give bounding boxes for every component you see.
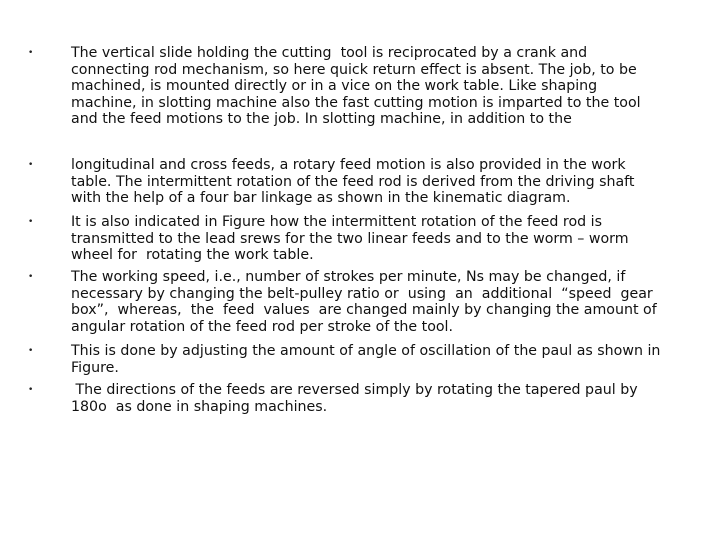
bullet-icon: • — [28, 160, 34, 170]
bullet-text: It is also indicated in Figure how the intermittent rotation of the feed rod is transmitted to the lead srews for the two linear feeds and to the worm – worm wheel for rotating the work table. — [71, 214, 629, 264]
bullet-text: This is done by adjusting the amount of angle of oscillation of the paul as shown in Figure. — [71, 343, 661, 376]
bullet-icon: • — [28, 385, 34, 395]
bullet-icon: • — [28, 217, 34, 227]
bullet-text: The directions of the feeds are reversed simply by rotating the tapered paul by 180o as done in shaping machines. — [71, 382, 638, 415]
bullet-icon: • — [28, 272, 34, 282]
bullet-text: The vertical slide holding the cutting tool is reciprocated by a crank and connecting rod mechanism, so here quick return effect is absent. The job, to be machined, is mounted directly or in a vice on the work table. Like shaping machine, in slotting machine also the fast cutting motion is imparted to the tool and the feed motions to the job. In slotting machine, in addition to the — [71, 45, 641, 128]
bullet-text: longitudinal and cross feeds, a rotary feed motion is also provided in the work table. The intermittent rotation of the feed rod is derived from the driving shaft with the help of a four bar linkage as shown in the kinematic diagram. — [71, 157, 635, 207]
bullet-icon: • — [28, 48, 34, 58]
bullet-text: The working speed, i.e., number of strokes per minute, Ns may be changed, if necessary by changing the belt-pulley ratio or using an additional “speed gear box”, whereas, the feed values are changed mainly by changing the amount of angular rotation of the feed rod per stroke of the tool. — [71, 269, 657, 335]
bullet-icon: • — [28, 346, 34, 356]
